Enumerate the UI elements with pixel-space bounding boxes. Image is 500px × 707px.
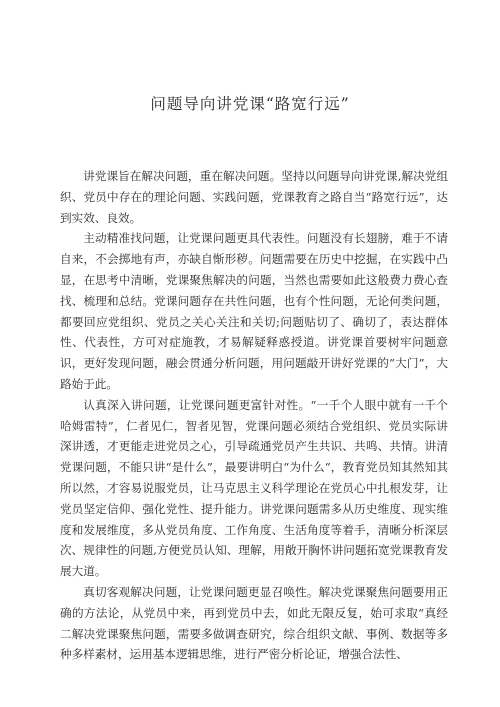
- paragraph: 认真深入讲问题，让党课问题更富针对性。“一千个人眼中就有一千个哈姆雷特”，仁者见仁，智者见智，党课问题必须结合党组织、党员实际讲深讲透，才更能走进党员之心，引导疏通党员产生共识、共鸣、共情。讲清党课问题，不能只讲“是什么”，最要讲明白“为什么“，教育党员知其然知其所以然，才容易说服党员，让马克思主义科学理论在党员心中扎根发芽，让党员坚定信仰、强化党性、提升能力。讲党课问题需多从历史维度、现实维度和发展维度，多从党员角度、工作角度、生活角度等着手，清晰分析深层次、规律性的问题,方便党员认知、理解，用敞开胸怀讲问题拓宽党课教育发展大道。: [60, 397, 448, 579]
- document-title: 问题导向讲党课“路宽行远”: [150, 95, 350, 113]
- paragraph: 讲党课旨在解决问题，重在解决问题。坚持以问题导向讲党课,解决党组织、党员中存在的理论问题、实践问题，党课教育之路自当“路宽行远”，达到实效、良效。: [60, 169, 448, 225]
- paragraph: 真切客观解决问题，让党课问题更显召唤性。解决党课聚焦问题要用正确的方法论，从党员中来，再到党员中去，如此无限反复，始可求取“真经二解决党课聚焦问题，需要多做调查研究，综合组织文献、事例、数据等多种多样素材，运用基本逻辑思维，进行严密分析论证，增强合法性、: [60, 584, 448, 662]
- document-body: [60, 166, 448, 665]
- paragraph: 主动精准找问题，让党课问题更具代表性。问题没有长翅膀，难于不请自来，不会掷地有声，亦缺自惭形秽。问题需要在历史中挖掘，在实践中凸显，在思考中清晰，党课聚焦解决的问题，当然也需要如此这般费力费心查找、梳理和总结。党课问题存在共性问题，也有个性问题，无论何类问题，都要回应党组织、党员之关心关注和关切;问题贴切了、确切了，表达群体性、代表性，方可对症施教，才易解疑释惑授道。讲党课首要树牢问题意识，更好发现问题，融会贯通分析问题，用问题敲开讲好党课的“大门”，大路始于此。: [60, 231, 448, 391]
